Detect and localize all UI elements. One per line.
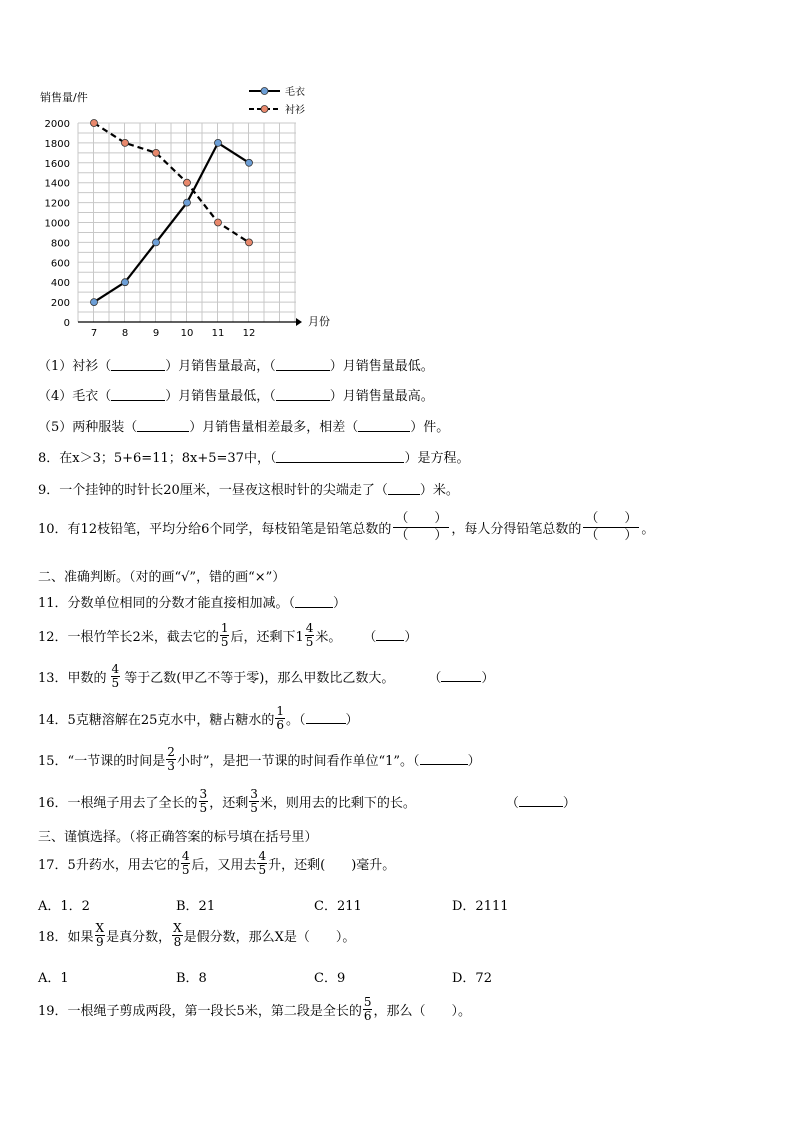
answer-blank[interactable] — [111, 359, 165, 371]
q-text: ）是方程。 — [404, 451, 470, 466]
fraction: $\frac{4}{5}$ — [181, 849, 190, 877]
question-11 — [38, 592, 346, 611]
answer-blank[interactable] — [441, 670, 481, 682]
q-text: 后，还剩下1 — [230, 629, 304, 645]
data-point — [246, 159, 253, 166]
sales-line-chart — [0, 0, 794, 345]
data-point — [246, 239, 253, 246]
q-text: ） — [333, 596, 347, 611]
q-text: 18．如果 — [38, 929, 94, 945]
question-12 — [38, 622, 417, 648]
section-heading-3 — [38, 826, 318, 845]
fraction: $\frac{4}{5}$ — [258, 849, 267, 877]
question-c5 — [38, 416, 449, 435]
x-axis-title: 月份 — [308, 315, 330, 328]
q-text: ） — [345, 712, 359, 728]
q-text: ） — [467, 753, 481, 769]
fraction: $\frac{X}{8}$ — [173, 921, 182, 949]
q-text: ） — [562, 795, 576, 811]
legend-label: 衬衫 — [285, 105, 305, 116]
question-c4 — [38, 385, 434, 404]
q-text: 。（ — [286, 712, 306, 728]
fraction: $\frac{2}{3}$ — [167, 745, 175, 773]
option-b[interactable]: B．21 — [176, 899, 216, 914]
q-text: 9．一个挂钟的时针长20厘米，一昼夜这根时针的尖端走了（ — [38, 483, 388, 498]
q-text: （ — [428, 670, 442, 686]
q-text: 8．在x＞3；5+6=11；8x+5=37中，（ — [38, 451, 277, 466]
y-tick-label: 400 — [50, 278, 70, 290]
option-c[interactable]: C．211 — [314, 899, 362, 914]
answer-blank[interactable] — [388, 483, 420, 495]
x-tick-label: 8 — [121, 328, 129, 339]
question-10 — [38, 511, 654, 543]
section-title: 三、谨慎选择。（将正确答案的标号填在括号里） — [38, 830, 318, 845]
q-text: （ — [363, 629, 377, 645]
q-text: 17．5升药水，用去它的 — [38, 857, 180, 873]
x-tick-label: 12 — [242, 328, 256, 339]
q-text: 小时”，是把一节课的时间看作单位“1”。（ — [176, 753, 420, 769]
data-point — [184, 199, 191, 206]
q-text: ）件。 — [410, 420, 450, 435]
q-text: ）米。 — [419, 483, 459, 498]
fraction: $\frac{X}{9}$ — [95, 921, 105, 949]
option-a[interactable]: A．1．2 — [38, 899, 90, 914]
data-point — [153, 239, 160, 246]
fraction: $\frac{1}{6}$ — [276, 704, 284, 732]
q-text: 13．甲数的 — [38, 670, 107, 686]
answer-blank[interactable] — [276, 359, 330, 371]
q-text: 米。 — [315, 629, 342, 645]
question-15 — [38, 746, 481, 772]
answer-fraction-blank[interactable]: （ ） （ ） — [395, 511, 448, 543]
answer-blank[interactable] — [276, 389, 330, 401]
q-text: 19．一根绳子剪成两段，第一段长5米，第二段是全长的 — [38, 1003, 362, 1019]
question-13 — [38, 663, 494, 689]
y-tick-label: 1000 — [44, 218, 70, 230]
answer-blank[interactable] — [358, 420, 410, 432]
q-text: ）月销售量最高，（ — [165, 359, 276, 374]
y-axis-title: 销售量/件 — [40, 91, 88, 104]
answer-blank[interactable] — [276, 451, 404, 463]
question-17 — [38, 850, 395, 876]
option-a[interactable]: A．1 — [38, 971, 69, 986]
y-tick-label: 1600 — [44, 158, 70, 170]
q-text: 。 — [641, 521, 655, 537]
legend-label: 毛衣 — [285, 87, 305, 98]
x-tick-label: 10 — [180, 328, 194, 339]
question-8 — [38, 447, 469, 466]
q-text: 10．有12枝铅笔，平均分给6个同学，每枝铅笔是铅笔总数的 — [38, 521, 392, 537]
q-text: 后，又用去 — [191, 857, 257, 873]
x-tick-label: 9 — [152, 328, 160, 339]
q-text: ，每人分得铅笔总数的 — [451, 521, 582, 537]
fraction: $\frac{5}{6}$ — [363, 995, 372, 1023]
answer-blank[interactable] — [420, 753, 468, 765]
data-point — [122, 279, 129, 286]
answer-blank[interactable] — [519, 795, 563, 807]
q-text: 是真分数， — [106, 929, 172, 945]
y-tick-label: 600 — [50, 258, 70, 270]
answer-blank[interactable] — [306, 712, 346, 724]
q-text: ，还剩 — [209, 795, 249, 811]
option-d[interactable]: D．2111 — [452, 899, 509, 914]
option-d[interactable]: D．72 — [452, 971, 492, 986]
option-c[interactable]: C．9 — [314, 971, 346, 986]
y-tick-label: 800 — [50, 238, 70, 250]
question-18 — [38, 922, 355, 948]
option-b[interactable]: B．8 — [176, 971, 207, 986]
q-text: ）月销售量最低，（ — [165, 389, 276, 404]
y-tick-label: 1200 — [44, 198, 70, 210]
y-tick-label: 1800 — [44, 138, 70, 150]
q-text: （1）衬衫（ — [38, 359, 112, 374]
question-14 — [38, 705, 359, 731]
question-9 — [38, 479, 459, 498]
q-text: ） — [404, 629, 418, 645]
fraction: $\frac{3}{5}$ — [250, 787, 258, 815]
legend-marker — [261, 106, 268, 113]
question-19 — [38, 996, 471, 1022]
question-c1 — [38, 355, 434, 374]
fraction: $\frac{4}{5}$ — [111, 662, 120, 690]
q-text: ）月销售量最高。 — [329, 389, 434, 404]
q-text: 16．一根绳子用去了全长的 — [38, 795, 198, 811]
data-point — [153, 149, 160, 156]
q-text: （5）两种服装（ — [38, 420, 138, 435]
q-text: 15．“一节课的时间是 — [38, 753, 166, 769]
x-tick-label: 11 — [211, 328, 225, 339]
fraction: $\frac{1}{5}$ — [220, 621, 229, 649]
y-tick-label: 200 — [50, 298, 70, 310]
y-tick-label: 1400 — [44, 178, 70, 190]
q-text: ）月销售量最低。 — [329, 359, 434, 374]
q-text: 升，还剩( )毫升。 — [268, 857, 396, 873]
section-heading-2 — [38, 566, 285, 585]
x-axis-arrow — [296, 318, 302, 326]
q-text: 12．一根竹竿长2米，截去它的 — [38, 629, 219, 645]
q-text: 11．分数单位相同的分数才能直接相加减。（ — [38, 596, 296, 611]
data-point — [184, 179, 191, 186]
chart-legend — [249, 85, 305, 116]
answer-fraction-blank[interactable]: （ ） （ ） — [585, 511, 638, 543]
q-text: 是假分数，那么X是（ ）。 — [183, 929, 356, 945]
section-title: 二、准确判断。（对的画“√”，错的画“×”） — [38, 570, 286, 585]
fraction: $\frac{3}{5}$ — [199, 787, 208, 815]
answer-blank[interactable] — [111, 389, 165, 401]
q-text: ）月销售量相差最多，相差（ — [189, 420, 359, 435]
q-text: （ — [505, 795, 519, 811]
x-tick-label: 7 — [90, 328, 98, 339]
q-text: ，那么（ ）。 — [373, 1003, 471, 1019]
q-text: ） — [481, 670, 495, 686]
q-text: 米，则用去的比剩下的长。 — [259, 795, 416, 811]
legend-marker — [261, 88, 268, 95]
data-point — [91, 299, 98, 306]
q-text: 14．5克糖溶解在25克水中，糖占糖水的 — [38, 712, 275, 728]
q-text: （4）毛衣（ — [38, 389, 112, 404]
data-point — [122, 139, 129, 146]
question-16 — [38, 788, 576, 814]
data-point — [215, 219, 222, 226]
answer-blank[interactable] — [137, 420, 189, 432]
answer-blank[interactable] — [295, 596, 333, 608]
fraction: $\frac{4}{5}$ — [305, 621, 314, 649]
answer-blank[interactable] — [376, 629, 404, 641]
y-tick-label: 2000 — [44, 119, 70, 130]
data-point — [215, 139, 222, 146]
data-point — [91, 120, 98, 127]
q-text: 等于乙数(甲乙不等于零)，那么甲数比乙数大。 — [124, 670, 395, 686]
y-tick-label: 0 — [63, 318, 70, 329]
